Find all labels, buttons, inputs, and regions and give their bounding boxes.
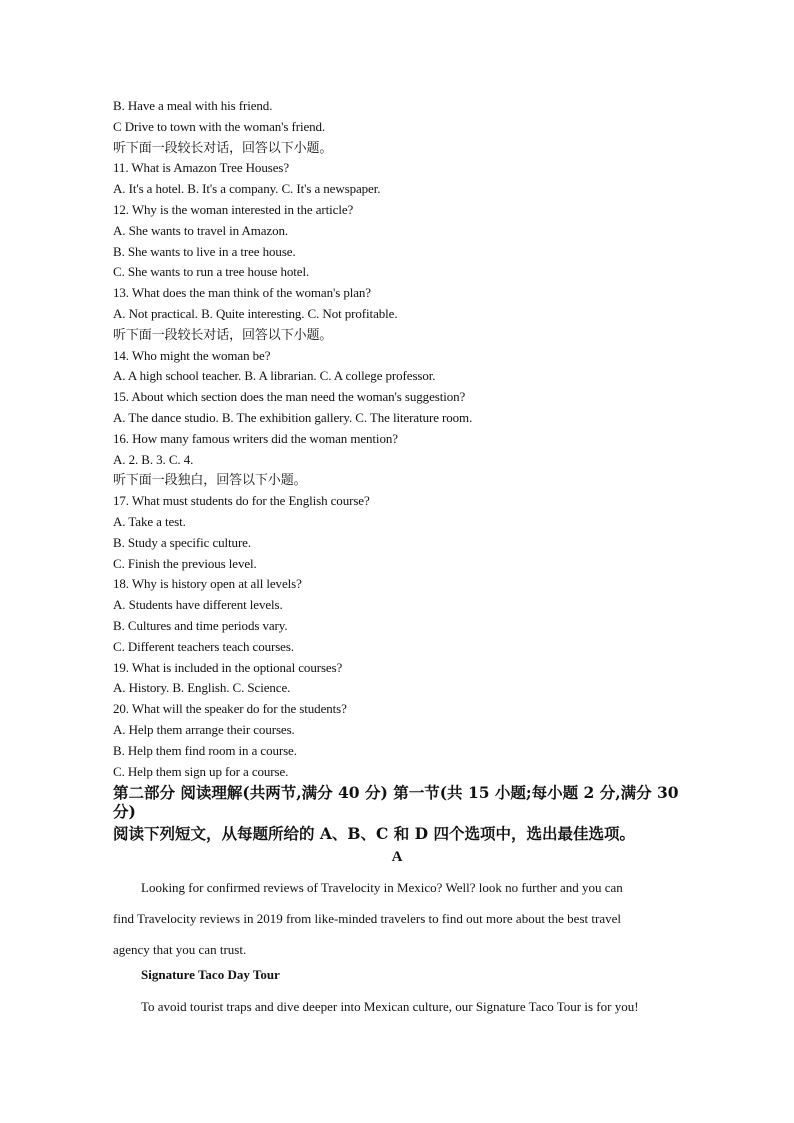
option-18-c: C. Different teachers teach courses. (113, 638, 294, 654)
option-12-a: A. She wants to travel in Amazon. (113, 222, 289, 238)
question-19: 19. What is included in the optional courses? (113, 659, 343, 675)
passage-paragraph-2: To avoid tourist traps and dive deeper into Mexican culture, our Signature Taco Tour is for you! (141, 999, 639, 1014)
option-17-a: A. Take a test. (113, 513, 186, 529)
option-17-c: C. Finish the previous level. (113, 555, 257, 571)
reading-instruction: 阅读下列短文，从每题所给的 A、B、C 和 D 四个选项中，选出最佳选项。 (113, 824, 635, 843)
question-11: 11. What is Amazon Tree Houses? (113, 160, 289, 176)
option-12-c: C. She wants to run a tree house hotel. (113, 264, 310, 280)
passage-letter: A (391, 849, 403, 865)
options-11: A. It's a hotel. B. It's a company. C. It's a newspaper. (113, 181, 381, 197)
reading-section-title: 第二部分 阅读理解(共两节,满分 40 分) 第一节(共 15 小题;每小题 2 分,满分 30 分) (113, 783, 679, 821)
text-line: C Drive to town with the woman's friend. (113, 118, 326, 134)
paragraph-line: find Travelocity reviews in 2019 from like-minded travelers to find out more about the best travel (113, 911, 621, 926)
option-20-a: A. Help them arrange their courses. (113, 721, 295, 737)
question-17: 17. What must students do for the English course? (113, 493, 370, 509)
option-12-b: B. She wants to live in a tree house. (113, 243, 296, 259)
options-14: A. A high school teacher. B. A librarian. C. A college professor. (113, 368, 436, 384)
question-12: 12. Why is the woman interested in the article? (113, 201, 354, 217)
question-15: 15. About which section does the man need the woman's suggestion? (113, 389, 466, 405)
option-18-b: B. Cultures and time periods vary. (113, 617, 288, 633)
option-18-a: A. Students have different levels. (113, 597, 283, 613)
question-14: 14. Who might the woman be? (113, 347, 271, 363)
question-16: 16. How many famous writers did the woman mention? (113, 430, 398, 446)
listening-questions (113, 96, 713, 782)
section-instruction: 听下面一段较长对话，回答以下小题。 (113, 326, 333, 342)
paragraph-line: Looking for confirmed reviews of Travelocity in Mexico? Well? look no further and you can (141, 880, 623, 895)
text-line: B. Have a meal with his friend. (113, 98, 273, 113)
options-16: A. 2. B. 3. C. 4. (113, 451, 194, 467)
passage-subheading: Signature Taco Day Tour (141, 967, 280, 982)
options-15: A. The dance studio. B. The exhibition gallery. C. The literature room. (113, 409, 473, 425)
option-20-b: B. Help them find room in a course. (113, 742, 297, 758)
passage-paragraph-1 (113, 872, 693, 965)
paragraph-line: agency that you can trust. (113, 942, 247, 957)
question-13: 13. What does the man think of the woman's plan? (113, 285, 371, 301)
option-20-c: C. Help them sign up for a course. (113, 763, 289, 779)
options-13: A. Not practical. B. Quite interesting. C. Not profitable. (113, 305, 398, 321)
section-instruction: 听下面一段较长对话，回答以下小题。 (113, 139, 333, 155)
question-18: 18. Why is history open at all levels? (113, 576, 302, 592)
options-19: A. History. B. English. C. Science. (113, 680, 291, 696)
question-20: 20. What will the speaker do for the students? (113, 701, 347, 717)
option-17-b: B. Study a specific culture. (113, 534, 251, 550)
section-instruction: 听下面一段独白，回答以下小题。 (113, 472, 307, 488)
